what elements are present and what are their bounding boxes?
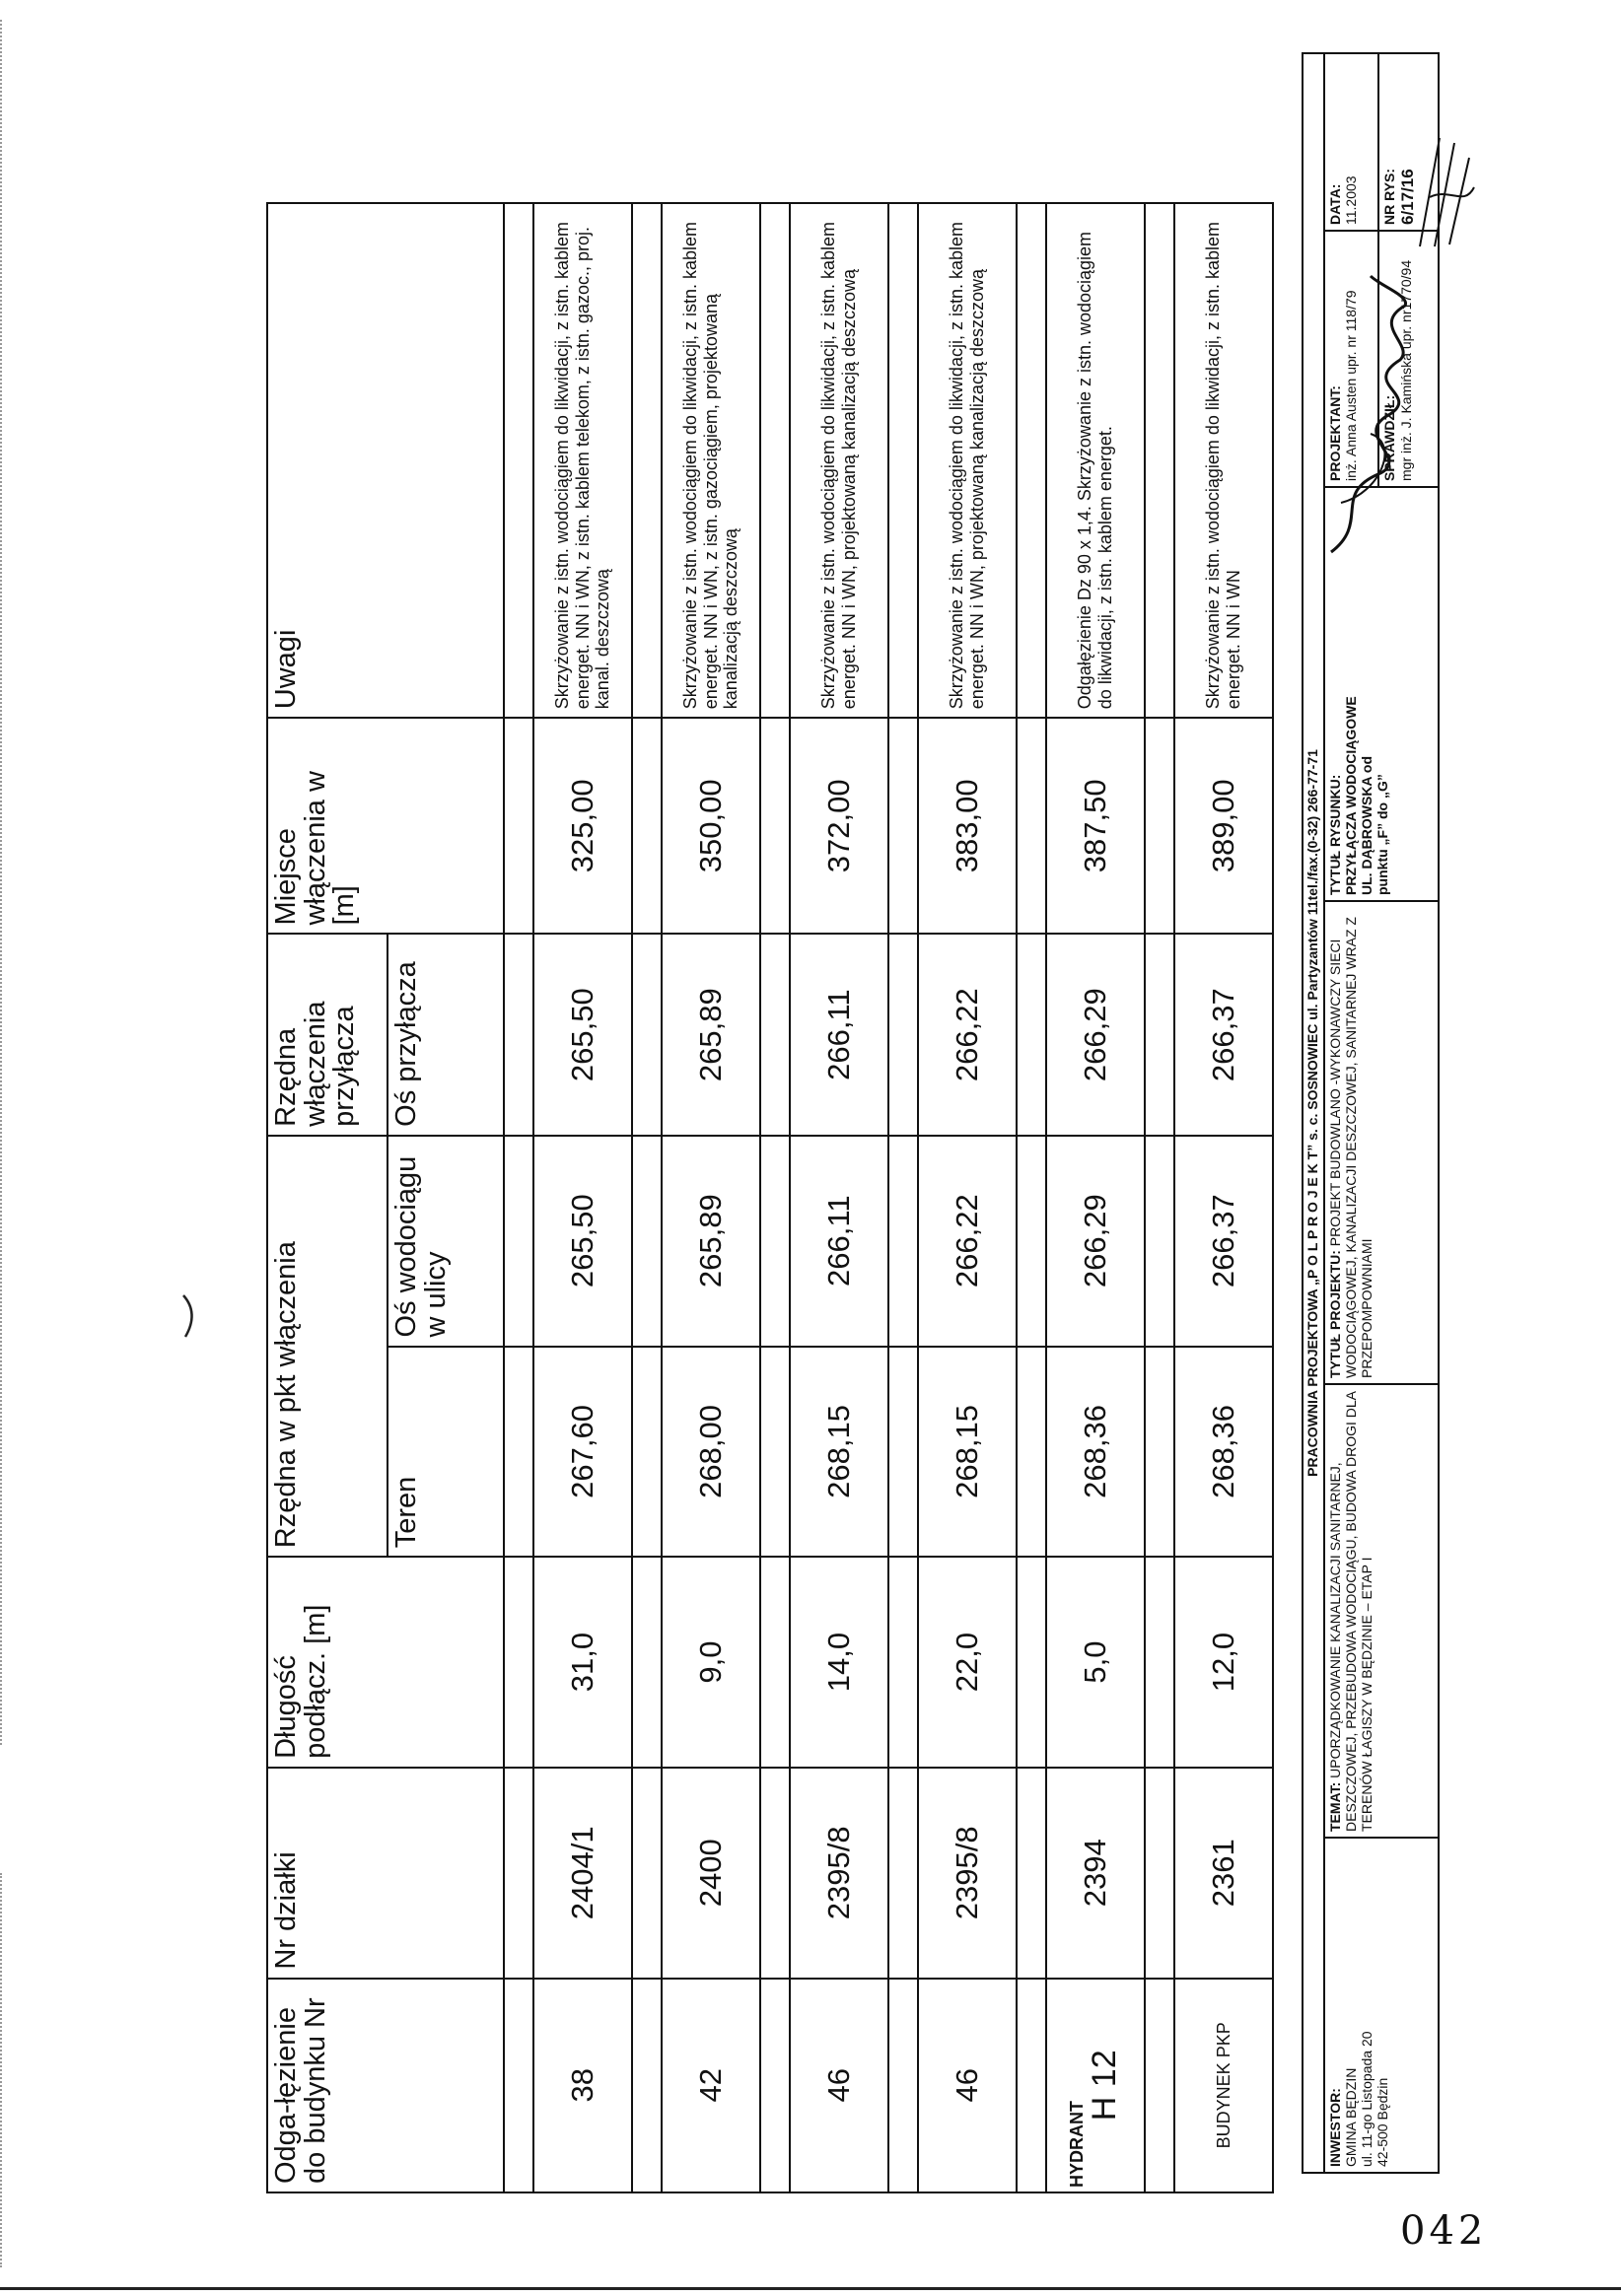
cell-plot: 2394 xyxy=(1046,1768,1145,1979)
header-length: Długość podłącz. [m] xyxy=(267,1557,504,1768)
cell-remarks: Skrzyżowanie z istn. wodociągiem do likwidacji, z istn. kablem energet. NN i WN, projektowaną kanalizacją deszczową xyxy=(918,203,1017,718)
investor-line: ul. 11-go Listopada 20 xyxy=(1359,2031,1375,2167)
topic-label: TEMAT: xyxy=(1327,1781,1343,1832)
cell-main-axis: 265,89 xyxy=(662,1136,760,1347)
header-remarks: Uwagi xyxy=(267,203,504,718)
cell-terrain: 268,00 xyxy=(662,1347,760,1558)
investor-line: 42-500 Będzin xyxy=(1374,2077,1391,2167)
page-edge-line xyxy=(0,2287,1621,2290)
cell-terrain: 268,36 xyxy=(1174,1347,1273,1558)
company-header: PRACOWNIA PROJEKTOWA „P O L P R O J E K T” s. c. SOSNOWIEC ul. Partyzantów 11tel./fax.(0-32) 266-77-71 xyxy=(1303,53,1324,2173)
header-terrain: Teren xyxy=(388,1347,504,1558)
cell-length: 22,0 xyxy=(918,1557,1017,1768)
cell-plot: 2404/1 xyxy=(533,1768,632,1979)
cell-plot: 2395/8 xyxy=(918,1768,1017,1979)
header-location: Miejsce włączenia w [m] xyxy=(267,718,504,934)
cell-location: 387,50 xyxy=(1046,718,1145,934)
header-conn-level: Rzędna włączenia przyłącza xyxy=(267,934,388,1135)
investor-label: INWESTOR: xyxy=(1327,2088,1343,2167)
drawing-no-label: NR RYS: xyxy=(1381,168,1398,225)
blank-row xyxy=(760,203,790,2192)
header-conn-axis: Oś przyłącza xyxy=(388,934,504,1135)
hydrant-label: HYDRANT xyxy=(1066,2101,1087,2188)
blank-row xyxy=(1145,203,1174,2192)
drawing-title-line: punktu „F” do „G” xyxy=(1374,774,1391,895)
date-cell xyxy=(1324,53,1378,231)
drawing-title-line: UL. DĄBROWSKA od xyxy=(1359,755,1375,895)
cell-conn-axis: 266,37 xyxy=(1174,934,1273,1135)
cell-branch: 42 xyxy=(662,1979,760,2192)
drawing-title-label: TYTUŁ RYSUNKU: xyxy=(1327,774,1343,895)
scan-speckle xyxy=(0,20,14,1745)
cell-conn-axis: 265,89 xyxy=(662,934,760,1135)
cell-branch: BUDYNEK PKP xyxy=(1174,1979,1273,2192)
header-plot: Nr działki xyxy=(267,1768,504,1979)
scan-speckle xyxy=(0,1873,14,2267)
cell-location: 383,00 xyxy=(918,718,1017,934)
checker-text: mgr inż. J. Kamińska upr. nr1770/94 xyxy=(1397,259,1414,481)
cell-main-axis: 266,37 xyxy=(1174,1136,1273,1347)
table-row xyxy=(533,203,632,2192)
cell-conn-axis: 265,50 xyxy=(533,934,632,1135)
table-row xyxy=(790,203,888,2192)
designer-text: inż. Anna Austen upr. nr 118/79 xyxy=(1343,290,1360,481)
cell-branch xyxy=(1046,1979,1145,2192)
cell-remarks: Skrzyżowanie z istn. wodociągiem do likwidacji, z istn. kablem energet. NN i WN, z istn. kablem telekom, z istn. gazoc., proj. kanal. deszczową xyxy=(533,203,632,718)
blank-row xyxy=(1017,203,1046,2192)
checker-signature xyxy=(1410,128,1479,256)
cell-location: 350,00 xyxy=(662,718,760,934)
cell-plot: 2395/8 xyxy=(790,1768,888,1979)
cell-remarks: Odgałęzienie Dz 90 x 1,4. Skrzyżowanie z istn. wodociągiem do likwidacji, z istn. kablem energet. xyxy=(1046,203,1145,718)
table-row xyxy=(1046,203,1145,2192)
blank-row xyxy=(888,203,918,2192)
cell-length: 5,0 xyxy=(1046,1557,1145,1768)
header-branch: Odga-łęzienie do budynku Nr xyxy=(267,1979,504,2192)
cell-terrain: 267,60 xyxy=(533,1347,632,1558)
checker-label: SPRAWDZIŁ: xyxy=(1381,394,1398,481)
designer-label: PROJEKTANT: xyxy=(1327,385,1343,481)
connections-table xyxy=(266,202,1274,2193)
cell-terrain: 268,36 xyxy=(1046,1347,1145,1558)
pen-mark xyxy=(177,1291,207,1341)
drawing-title-line: PRZYŁĄCZA WODOCIĄGOWE xyxy=(1343,696,1360,895)
cell-length: 9,0 xyxy=(662,1557,760,1768)
cell-location: 325,00 xyxy=(533,718,632,934)
project-title-cell xyxy=(1324,901,1439,1384)
project-title-label: TYTUŁ PROJEKTU: xyxy=(1327,1250,1343,1378)
table-row xyxy=(662,203,760,2192)
topic-cell xyxy=(1324,1384,1439,1838)
investor-cell xyxy=(1324,1838,1439,2173)
date-value: 11.2003 xyxy=(1343,175,1360,225)
cell-main-axis: 266,29 xyxy=(1046,1136,1145,1347)
cell-conn-axis: 266,29 xyxy=(1046,934,1145,1135)
connections-table-wrapper xyxy=(266,202,1243,2193)
cell-main-axis: 266,11 xyxy=(790,1136,888,1347)
table-header-row xyxy=(267,203,388,2192)
investor-line: GMINA BĘDZIN xyxy=(1343,2067,1360,2167)
blank-row xyxy=(632,203,662,2192)
cell-main-axis: 265,50 xyxy=(533,1136,632,1347)
cell-location: 372,00 xyxy=(790,718,888,934)
cell-plot: 2400 xyxy=(662,1768,760,1979)
cell-terrain: 268,15 xyxy=(790,1347,888,1558)
table-row xyxy=(1174,203,1273,2192)
cell-main-axis: 266,22 xyxy=(918,1136,1017,1347)
designer-signature xyxy=(1311,266,1430,562)
cell-length: 12,0 xyxy=(1174,1557,1273,1768)
cell-conn-axis: 266,11 xyxy=(790,934,888,1135)
header-level-group: Rzędna w pkt włączenia xyxy=(267,1136,388,1557)
drawing-no-value: 6/17/16 xyxy=(1397,169,1417,225)
project-title-text: PROJEKT BUDOWLANO -WYKONAWCZY SIECI WODOCIĄGOWEJ, KANALIZACJI DESZCZOWEJ, SANITARNEJ WRAZ Z PRZEPOMPOWNIAMI xyxy=(1327,917,1375,1378)
cell-length: 31,0 xyxy=(533,1557,632,1768)
date-label: DATA: xyxy=(1327,183,1343,225)
page-number: 042 xyxy=(1400,2208,1488,2254)
cell-terrain: 268,15 xyxy=(918,1347,1017,1558)
cell-branch: 46 xyxy=(790,1979,888,2192)
cell-length: 14,0 xyxy=(790,1557,888,1768)
cell-branch: 46 xyxy=(918,1979,1017,2192)
hydrant-number: H 12 xyxy=(1085,2050,1123,2122)
cell-location: 389,00 xyxy=(1174,718,1273,934)
table-row xyxy=(918,203,1017,2192)
cell-remarks: Skrzyżowanie z istn. wodociągiem do likwidacji, z istn. kablem energet. NN i WN, z istn. gazociągiem, projektowaną kanalizacją deszczową xyxy=(662,203,760,718)
cell-remarks: Skrzyżowanie z istn. wodociągiem do likwidacji, z istn. kablem energet. NN i WN, projektowaną kanalizacją deszczową xyxy=(790,203,888,718)
cell-plot: 2361 xyxy=(1174,1768,1273,1979)
cell-conn-axis: 266,22 xyxy=(918,934,1017,1135)
cell-remarks: Skrzyżowanie z istn. wodociągiem do likwidacji, z istn. kablem energet. NN i WN xyxy=(1174,203,1273,718)
cell-branch: 38 xyxy=(533,1979,632,2192)
blank-row xyxy=(504,203,533,2192)
header-main-axis: Oś wodociągu w ulicy xyxy=(388,1136,504,1347)
topic-text: UPORZĄDKOWANIE KANALIZACJI SANITARNEJ, DESZCZOWEJ, PRZEBUDOWA WODOCIĄGU, BUDOWA DROGI DLA TERENÓW ŁAGISZY W BĘDZINIE – ETAP I xyxy=(1327,1391,1375,1832)
